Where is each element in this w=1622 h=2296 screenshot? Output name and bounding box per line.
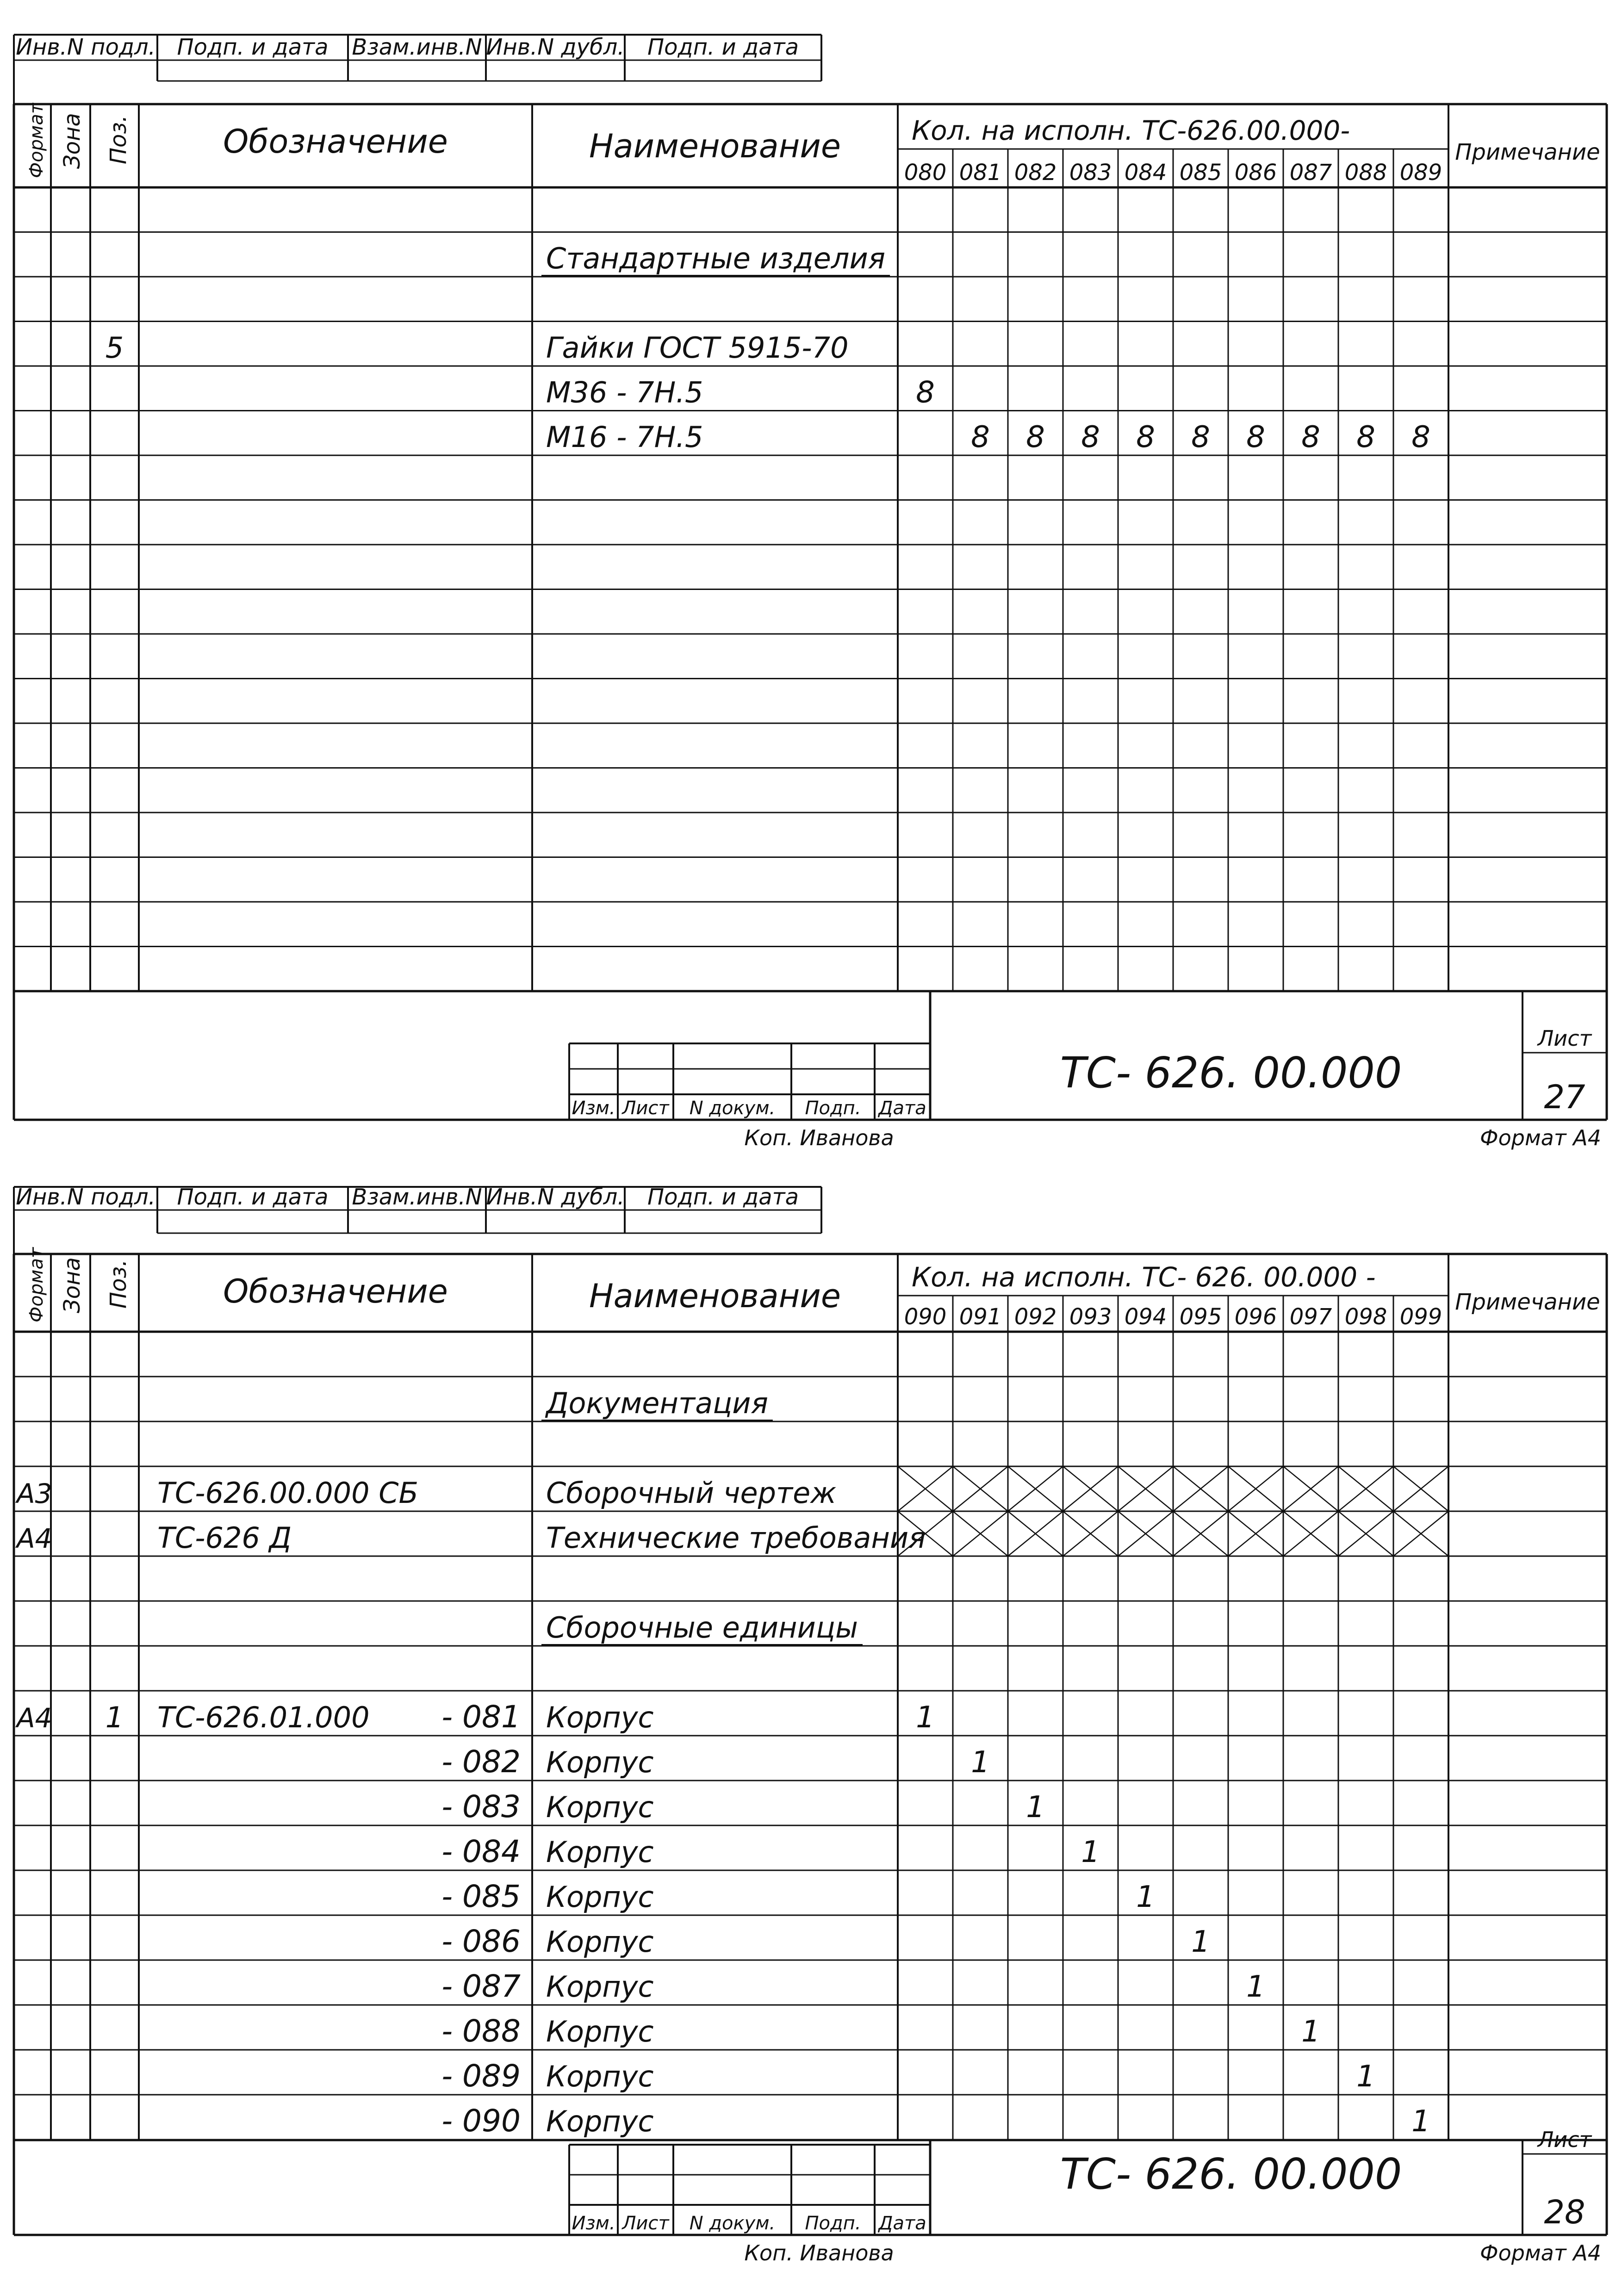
- header-kol-na-ispoln: Кол. на исполн. ТС- 626. 00.000 -: [912, 1261, 1376, 1293]
- row-oboznachenie-variant: - 089: [441, 2058, 521, 2094]
- stamp-label-podp_data2: Подп. и дата: [647, 34, 799, 60]
- header-kol-na-ispoln: Кол. на исполн. ТС-626.00.000-: [912, 115, 1350, 146]
- row-quantity: 1: [1191, 1925, 1210, 1959]
- format-label: Формат А4: [1480, 2240, 1601, 2265]
- stamp-label-inv_podl: Инв.N подл.: [16, 1184, 155, 1210]
- document-number: ТС- 626. 00.000: [1060, 1048, 1402, 1098]
- row-naimenovanie: М36 - 7Н.5: [546, 375, 703, 410]
- row-quantity: 8: [1081, 420, 1100, 454]
- variant-code: 096: [1234, 1304, 1277, 1330]
- row-naimenovanie: Корпус: [546, 1835, 654, 1869]
- row-quantity: 1: [1026, 1790, 1045, 1824]
- row-naimenovanie: Корпус: [546, 1880, 654, 1914]
- title-block-list: Лист: [622, 2213, 669, 2234]
- variant-code: 088: [1344, 160, 1387, 186]
- row-quantity: 8: [1026, 420, 1045, 454]
- title-block-izm: Изм.: [572, 1098, 615, 1119]
- stamp-label-podp_data: Подп. и дата: [177, 34, 329, 60]
- row-quantity: 8: [1136, 420, 1155, 454]
- row-quantity: 1: [1081, 1835, 1100, 1869]
- header-poz: Поз.: [106, 1259, 131, 1309]
- title-block-n_dokum: N докум.: [689, 1098, 776, 1119]
- row-naimenovanie: Корпус: [546, 1970, 654, 2004]
- row-naimenovanie: Корпус: [546, 2060, 654, 2093]
- row-naimenovanie: Корпус: [546, 2015, 654, 2048]
- title-block-podp: Подп.: [805, 1098, 861, 1119]
- title-block-list: Лист: [622, 1098, 669, 1119]
- variant-code: 085: [1179, 160, 1222, 186]
- header-naimenovanie: Наименование: [589, 1277, 841, 1315]
- row-oboznachenie-variant: - 088: [441, 2013, 521, 2049]
- row-format: А4: [17, 1523, 52, 1554]
- variant-code: 095: [1179, 1304, 1222, 1330]
- variant-code: 083: [1069, 160, 1112, 186]
- row-oboznachenie-variant: - 083: [441, 1789, 521, 1824]
- row-quantity: 1: [1136, 1880, 1155, 1914]
- sheet-number: 27: [1544, 1078, 1585, 1116]
- row-oboznachenie-variant: - 085: [441, 1879, 521, 1914]
- row-naimenovanie: Технические требования: [546, 1521, 926, 1555]
- row-oboznachenie-variant: - 090: [441, 2103, 521, 2139]
- row-naimenovanie: Стандартные изделия: [546, 242, 886, 275]
- title-block-data: Дата: [878, 1098, 926, 1119]
- variant-code: 089: [1399, 160, 1442, 186]
- row-quantity: 8: [1356, 420, 1375, 454]
- row-oboznachenie-variant: - 084: [441, 1834, 521, 1869]
- sheet-label: Лист: [1537, 1026, 1592, 1051]
- row-naimenovanie: Корпус: [546, 2104, 654, 2138]
- stamp-label-podp_data2: Подп. и дата: [647, 1184, 799, 1210]
- row-quantity: 8: [971, 420, 990, 454]
- format-label: Формат А4: [1480, 1125, 1601, 1150]
- header-zona: Зона: [59, 1257, 85, 1313]
- header-naimenovanie: Наименование: [589, 127, 841, 165]
- header-zona: Зона: [59, 113, 85, 169]
- variant-code: 094: [1124, 1304, 1167, 1330]
- row-oboznachenie-variant: - 082: [441, 1744, 521, 1780]
- stamp-label-inv_dubl: Инв.N дубл.: [486, 34, 625, 60]
- stamp-label-vzam_inv: Взам.инв.N: [352, 34, 482, 60]
- title-block-n_dokum: N докум.: [689, 2213, 776, 2234]
- row-poz: 5: [105, 331, 124, 365]
- stamp-label-inv_podl: Инв.N подл.: [16, 34, 155, 60]
- row-format: А4: [17, 1702, 52, 1734]
- header-poz: Поз.: [106, 115, 131, 164]
- stamp-label-podp_data: Подп. и дата: [177, 1184, 329, 1210]
- row-naimenovanie: Сборочный чертеж: [546, 1476, 837, 1510]
- row-quantity: 8: [1191, 420, 1210, 454]
- variant-code: 080: [904, 160, 947, 186]
- stamp-label-inv_dubl: Инв.N дубл.: [486, 1184, 625, 1210]
- row-naimenovanie: Корпус: [546, 1700, 654, 1734]
- variant-code: 093: [1069, 1304, 1112, 1330]
- row-oboznachenie: ТС-626 Д: [157, 1521, 292, 1555]
- row-quantity: 1: [1411, 2104, 1430, 2139]
- row-quantity: 8: [1301, 420, 1320, 454]
- variant-code: 081: [959, 160, 1002, 186]
- header-format: Формат: [26, 1247, 47, 1322]
- row-quantity: 1: [916, 1700, 935, 1735]
- row-format: А3: [17, 1478, 52, 1509]
- stamp-label-vzam_inv: Взам.инв.N: [352, 1184, 482, 1210]
- row-naimenovanie: Сборочные единицы: [546, 1611, 858, 1644]
- variant-code: 092: [1014, 1304, 1057, 1330]
- row-naimenovanie: Документация: [546, 1386, 768, 1420]
- sheet-label: Лист: [1537, 2127, 1592, 2152]
- row-quantity: 1: [1356, 2060, 1375, 2094]
- row-quantity: 1: [971, 1745, 990, 1780]
- row-oboznachenie-variant: - 081: [441, 1699, 521, 1735]
- row-poz: 1: [105, 1700, 124, 1734]
- row-quantity: 1: [1246, 1970, 1265, 2004]
- header-primechanie: Примечание: [1455, 1289, 1600, 1315]
- title-block-izm: Изм.: [572, 2213, 615, 2234]
- row-quantity: 8: [916, 375, 935, 410]
- row-quantity: 8: [1246, 420, 1265, 454]
- row-naimenovanie: Гайки ГОСТ 5915-70: [546, 331, 849, 365]
- document-number: ТС- 626. 00.000: [1060, 2149, 1402, 2199]
- header-oboznachenie: Обозначение: [223, 1272, 448, 1310]
- variant-code: 098: [1344, 1304, 1387, 1330]
- copied-by: Коп. Иванова: [744, 1125, 894, 1150]
- variant-code: 084: [1124, 160, 1167, 186]
- header-primechanie: Примечание: [1455, 139, 1600, 165]
- variant-code: 087: [1289, 160, 1332, 186]
- header-oboznachenie: Обозначение: [223, 123, 448, 161]
- variant-code: 090: [904, 1304, 947, 1330]
- row-naimenovanie: Корпус: [546, 1790, 654, 1824]
- title-block-podp: Подп.: [805, 2213, 861, 2234]
- row-oboznachenie: ТС-626.01.000: [157, 1700, 370, 1734]
- row-naimenovanie: М16 - 7Н.5: [546, 420, 703, 454]
- sheet-number: 28: [1544, 2193, 1585, 2231]
- header-format: Формат: [26, 103, 47, 178]
- row-oboznachenie-variant: - 086: [441, 1924, 521, 1959]
- variant-code: 086: [1234, 160, 1277, 186]
- row-oboznachenie-variant: - 087: [441, 1968, 521, 2004]
- row-quantity: 8: [1411, 420, 1430, 454]
- title-block-data: Дата: [878, 2213, 926, 2234]
- variant-code: 099: [1399, 1304, 1442, 1330]
- row-naimenovanie: Корпус: [546, 1745, 654, 1779]
- copied-by: Коп. Иванова: [744, 2240, 894, 2265]
- variant-code: 091: [959, 1304, 1002, 1330]
- row-naimenovanie: Корпус: [546, 1925, 654, 1959]
- variant-code: 082: [1014, 160, 1057, 186]
- variant-code: 097: [1289, 1304, 1332, 1330]
- row-quantity: 1: [1301, 2015, 1320, 2049]
- row-oboznachenie: ТС-626.00.000 СБ: [157, 1476, 419, 1510]
